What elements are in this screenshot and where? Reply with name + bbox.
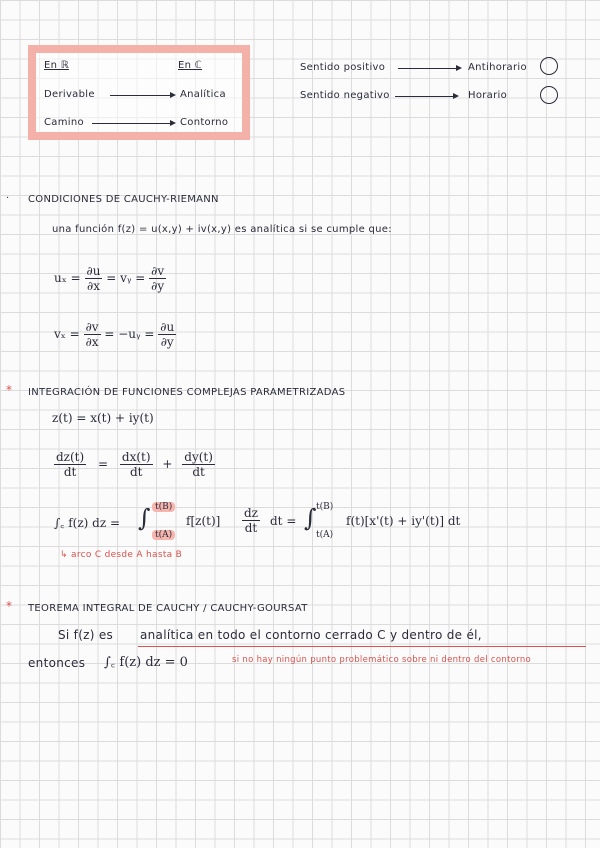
section-title-cauchy-riemann: CONDICIONES DE CAUCHY-RIEMANN	[28, 194, 219, 205]
box-row1-left: Derivable	[44, 89, 95, 100]
box-row1-right: Analítica	[180, 89, 226, 100]
arrow-icon	[395, 96, 457, 97]
positive-sense-label: Sentido positivo	[300, 62, 386, 73]
section-title-integration: INTEGRACIÓN DE FUNCIONES COMPLEJAS PARAMETRIZADAS	[28, 387, 346, 398]
clockwise-label: Horario	[468, 90, 507, 101]
derivative-equation: $\frac{dz(t)}{dt}$ = $\frac{dx(t)}{dt}$ + $\frac{dy(t)}{dt}$	[56, 450, 213, 479]
asterisk-icon: *	[6, 599, 12, 613]
theorem-hypothesis: analítica en todo el contorno cerrado C y dentro de él,	[140, 628, 482, 642]
box-header-right: En ℂ	[178, 60, 203, 71]
box-header-left: En ℝ	[44, 60, 69, 71]
counterclockwise-label: Antihorario	[468, 62, 527, 73]
box-row2-left: Camino	[44, 117, 84, 128]
arrow-icon	[398, 68, 460, 69]
theorem-result: ∫꜀ f(z) dz = 0	[104, 655, 188, 670]
arrow-icon	[110, 95, 174, 96]
theorem-condition: Si f(z) es	[58, 628, 114, 642]
z-parametrization: z(t) = x(t) + iy(t)	[52, 411, 154, 425]
section-title-cauchy-goursat: TEOREMA INTEGRAL DE CAUCHY / CAUCHY-GOURSAT	[28, 603, 308, 614]
equation-ux: uₓ = $\frac{\partial u}{\partial x}$ = vᵧ = $\frac{\partial v}{\partial y}$	[54, 264, 165, 293]
negative-sense-label: Sentido negativo	[300, 90, 390, 101]
asterisk-icon: *	[6, 383, 12, 397]
arrow-icon	[92, 123, 174, 124]
analytic-definition: una función f(z) = u(x,y) + iv(x,y) es analítica si se cumple que:	[52, 224, 392, 235]
contour-note: ↳ arco C desde A hasta B	[60, 550, 183, 560]
red-underline	[138, 646, 586, 647]
counterclockwise-circle-icon	[540, 57, 558, 75]
bullet-icon: ·	[6, 193, 10, 204]
theorem-note: si no hay ningún punto problemático sobre ni dentro del contorno	[232, 655, 532, 665]
equation-vx: vₓ = $\frac{\partial v}{\partial x}$ = −uᵧ = $\frac{\partial u}{\partial y}$	[54, 320, 175, 349]
clockwise-circle-icon	[540, 86, 558, 104]
box-row2-right: Contorno	[180, 117, 229, 128]
theorem-then: entonces	[28, 656, 86, 670]
